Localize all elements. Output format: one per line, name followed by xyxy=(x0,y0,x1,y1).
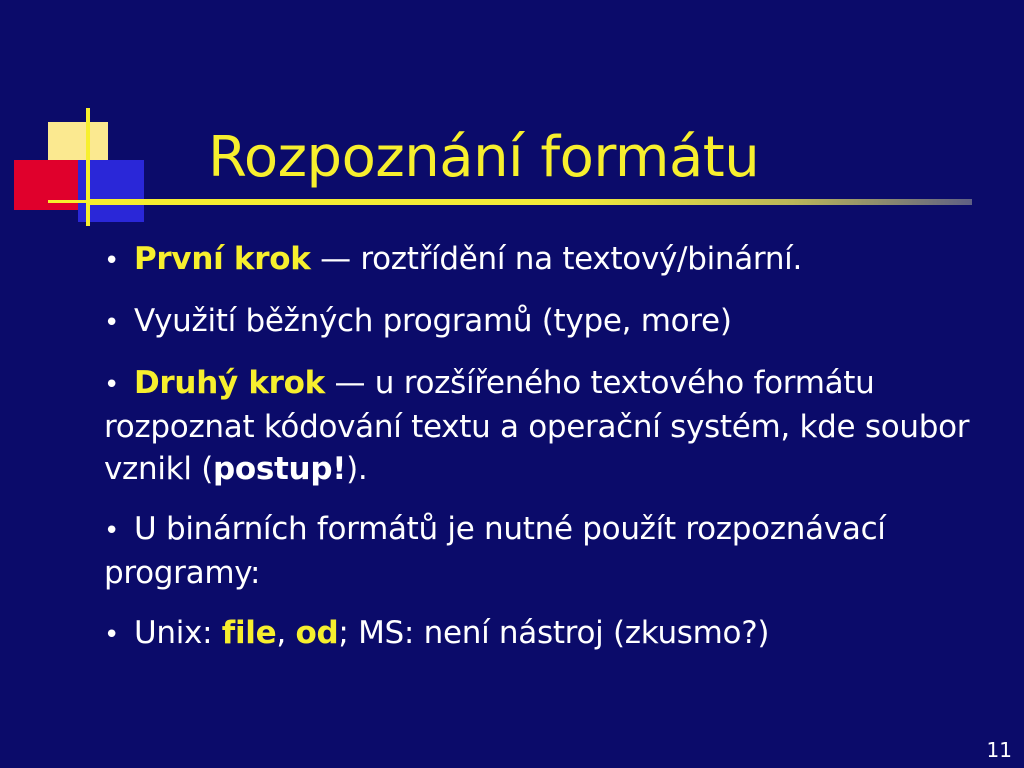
bullet-icon: • xyxy=(104,516,120,546)
bullet-5-text: ; MS: není nástroj (zkusmo?) xyxy=(338,615,770,651)
bullet-3-keyword: Druhý krok xyxy=(134,365,325,401)
bullet-icon: • xyxy=(104,246,120,276)
bullet-item xyxy=(104,612,984,656)
bullet-item xyxy=(104,238,984,282)
bullet-3-end: ). xyxy=(346,451,368,487)
bullet-item xyxy=(104,300,984,344)
bullet-5-od-command: od xyxy=(295,615,339,651)
logo-vertical-line xyxy=(86,108,90,226)
bullet-5-comma: , xyxy=(276,615,296,651)
bullet-2-text: Využití běžných programů (type, more) xyxy=(134,303,732,339)
bullet-4-text: U binárních formátů je nutné použít rozpoznávací programy: xyxy=(104,511,886,591)
bullet-3-emphasis: postup! xyxy=(213,451,347,487)
title-underline-rule xyxy=(86,199,972,205)
bullet-icon: • xyxy=(104,308,120,338)
bullet-item xyxy=(104,362,984,490)
bullet-list xyxy=(104,238,984,674)
bullet-5-file-command: file xyxy=(221,615,277,651)
bullet-icon: • xyxy=(104,370,120,400)
bullet-1-keyword: První krok xyxy=(134,241,311,277)
bullet-item xyxy=(104,508,984,594)
bullet-5-prefix: Unix: xyxy=(134,615,222,651)
slide-title: Rozpoznání formátu xyxy=(208,125,760,190)
page-number: 11 xyxy=(986,738,1012,762)
bullet-icon: • xyxy=(104,620,120,650)
bullet-3-text: — u rozšířeného textového formátu rozpoznat kódování textu a operační systém, kde soubor vznikl ( xyxy=(104,365,970,487)
bullet-1-text: — roztřídění na textový/binární. xyxy=(310,241,803,277)
